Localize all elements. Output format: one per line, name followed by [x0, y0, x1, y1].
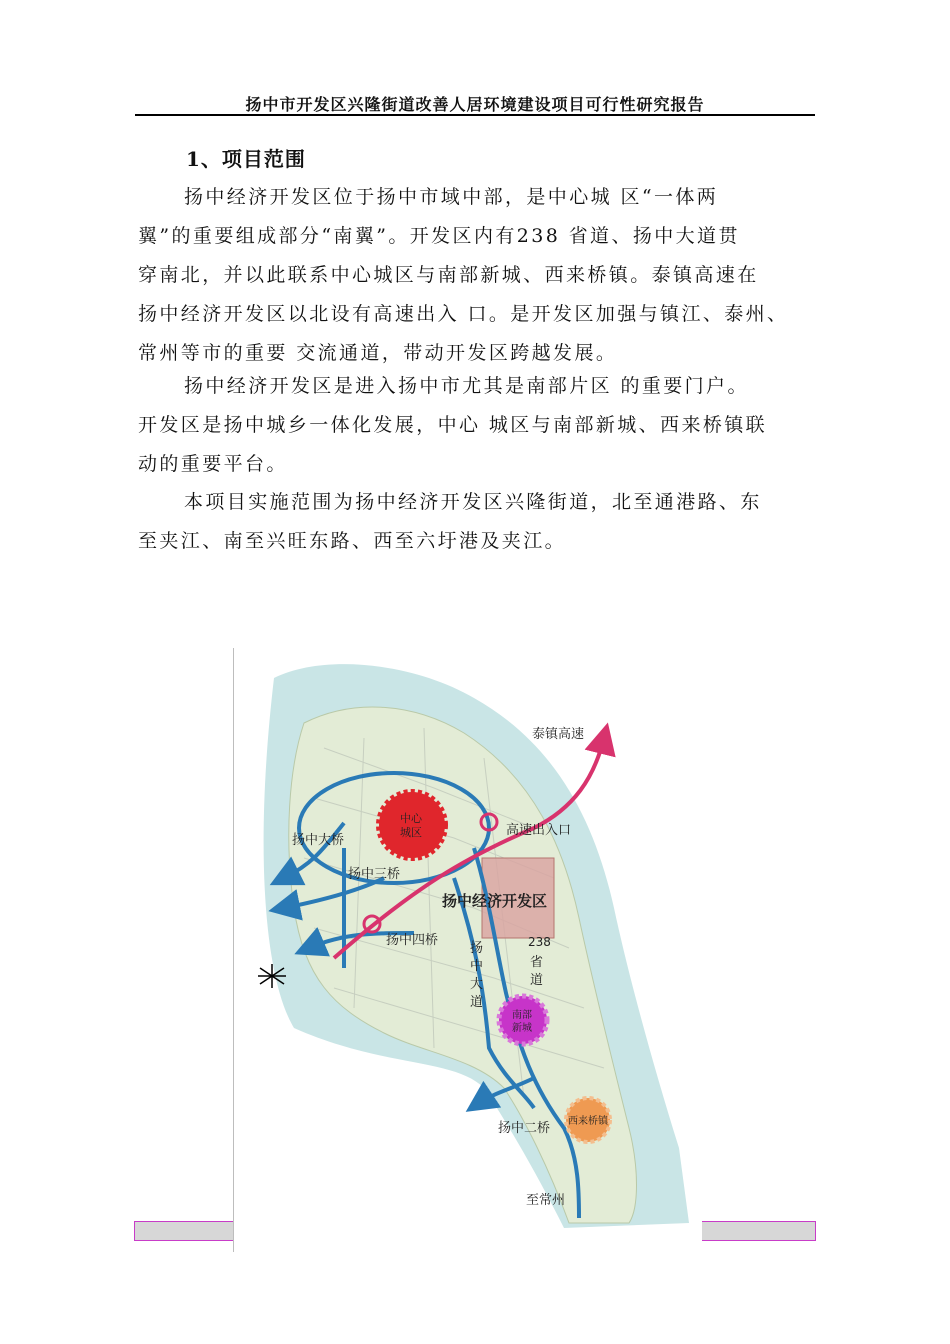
page-header-title: 扬中市开发区兴隆街道改善人居环境建设项目可行性研究报告: [245, 95, 705, 114]
label-yangzhong-ave-4: 道: [470, 995, 484, 1010]
map-svg: [234, 648, 702, 1252]
paragraph-line: 翼”的重要组成部分“南翼”。开发区内有238 省道、扬中大道贯: [138, 225, 740, 247]
label-central-city-1: 中心: [400, 812, 422, 825]
label-yangzhong-second-bridge: 扬中二桥: [498, 1121, 551, 1136]
paragraph-line: 开发区是扬中城乡一体化发展，中心 城区与南部新城、西来桥镇联: [138, 414, 768, 436]
footer-band-left: [134, 1221, 236, 1241]
label-central-city-2: 城区: [400, 826, 422, 839]
header-rule: [135, 114, 815, 116]
label-yangzhong-ave-2: 中: [470, 959, 484, 974]
label-south-new-city-1: 南部: [512, 1010, 532, 1021]
paragraph-line: 扬中经济开发区位于扬中市域中部，是中心城 区“一体两: [184, 186, 719, 208]
label-provincial-road-1: 省: [530, 955, 544, 970]
paragraph-line: 扬中经济开发区是进入扬中市尤其是南部片区 的重要门户。: [184, 375, 749, 397]
paragraph-line: 扬中经济开发区以北设有高速出入 口。是开发区加强与镇江、泰州、: [138, 303, 789, 325]
paragraph-1: [138, 178, 816, 373]
label-taizhen-highway: 泰镇高速: [532, 727, 585, 742]
label-to-changzhou: 至常州: [526, 1193, 566, 1208]
label-provincial-road-num: 238: [528, 935, 551, 949]
paragraph-3: [138, 483, 816, 561]
label-yangzhong-third-bridge: 扬中三桥: [348, 867, 401, 882]
label-provincial-road-2: 道: [530, 973, 544, 988]
central-city-marker: [379, 792, 445, 858]
label-yangzhong-bridge: 扬中大桥: [292, 833, 345, 848]
footer-band-right: [698, 1221, 816, 1241]
paragraph-line: 动的重要平台。: [138, 453, 288, 475]
label-highway-exit: 高速出入口: [506, 823, 572, 838]
section-heading: 1、项目范围: [186, 147, 306, 171]
location-map: [233, 648, 702, 1252]
label-dev-zone: 扬中经济开发区: [442, 892, 548, 910]
paragraph-line: 常州等市的重要 交流通道，带动开发区跨越发展。: [138, 342, 618, 364]
label-south-new-city-2: 新城: [512, 1023, 532, 1034]
label-xilaiqiao-town: 西来桥镇: [568, 1116, 608, 1127]
paragraph-line: 至夹江、南至兴旺东路、西至六圩港及夹江。: [138, 530, 567, 552]
label-yangzhong-fourth-bridge: 扬中四桥: [386, 933, 439, 948]
label-yangzhong-ave-3: 大: [470, 977, 484, 992]
paragraph-2: [138, 367, 816, 484]
paragraph-line: 穿南北，并以此联系中心城区与南部新城、西来桥镇。泰镇高速在: [138, 264, 759, 286]
paragraph-line: 本项目实施范围为扬中经济开发区兴隆街道，北至通港路、东: [184, 491, 762, 513]
label-yangzhong-ave-1: 扬: [470, 941, 484, 956]
